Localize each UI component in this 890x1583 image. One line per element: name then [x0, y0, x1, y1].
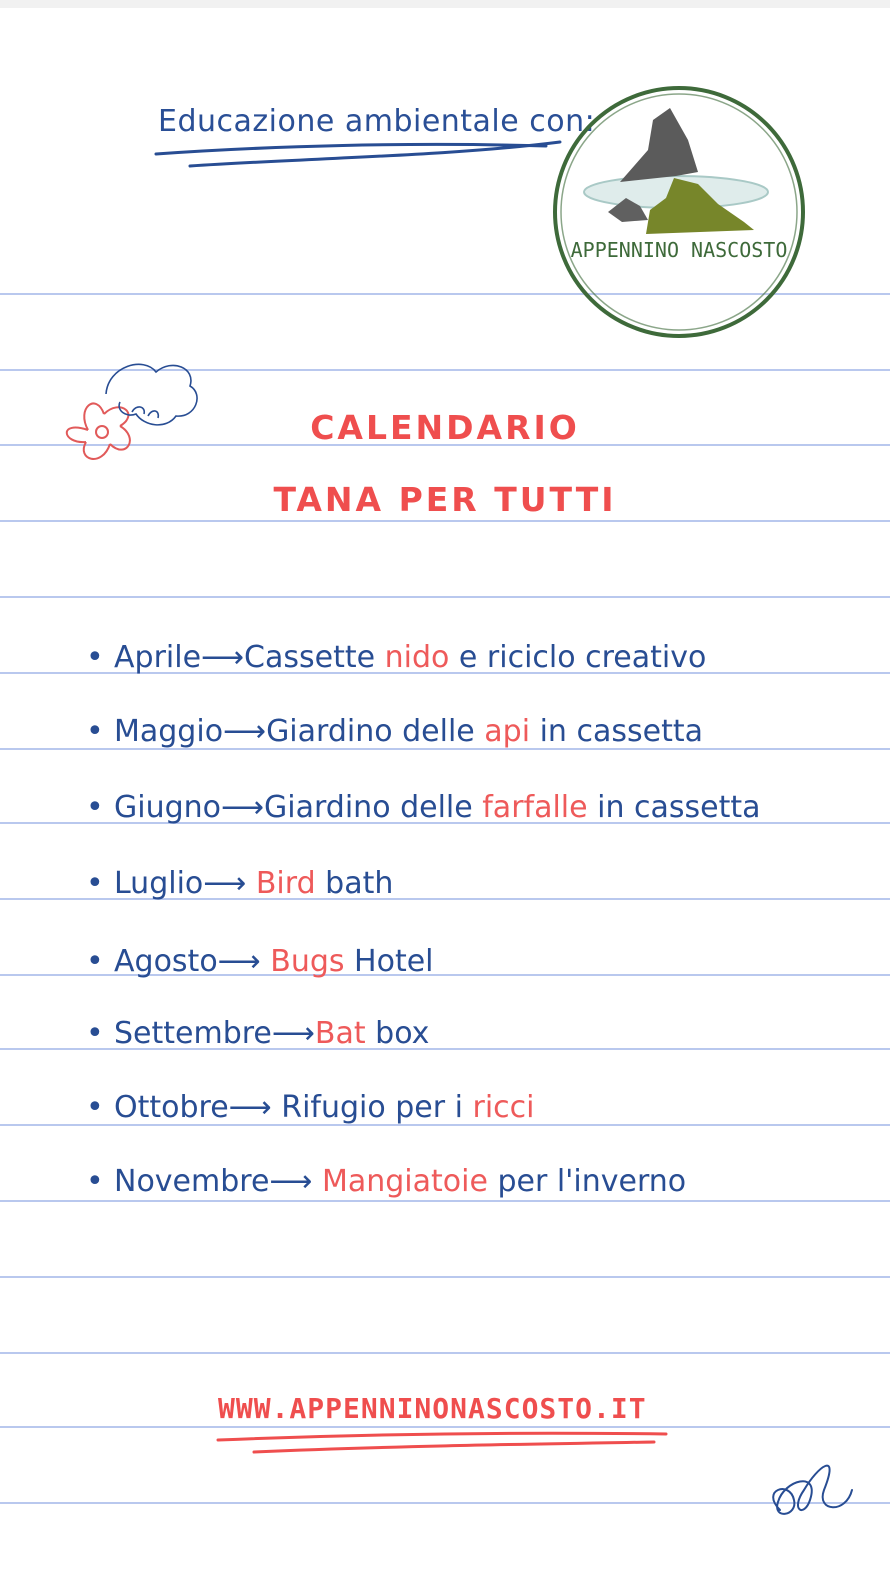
activity-highlight: farfalle: [482, 790, 588, 825]
month-label: Novembre: [114, 1164, 270, 1199]
list-item: [86, 944, 434, 979]
list-item: [86, 1016, 429, 1051]
list-item: [86, 790, 761, 825]
activity-highlight: ricci: [472, 1090, 535, 1125]
month-label: Giugno: [114, 790, 222, 825]
title-line-2: TANA PER TUTTI: [273, 480, 617, 519]
arrow-icon: ⟶: [223, 714, 267, 749]
activity-text: Rifugio per i: [271, 1090, 473, 1125]
title-line-1: CALENDARIO: [310, 408, 580, 447]
bullet-icon: •: [86, 790, 104, 825]
arrow-icon: ⟶: [271, 1016, 315, 1051]
notebook-rule: [0, 520, 890, 522]
arrow-icon: ⟶: [221, 790, 265, 825]
activity-text: [312, 1164, 322, 1199]
activity-text: in cassetta: [530, 714, 703, 749]
activity-highlight: Mangiatoie: [321, 1164, 488, 1199]
arrow-icon: ⟶: [203, 866, 247, 901]
activity-text: Hotel: [344, 944, 434, 979]
list-item: [86, 1090, 535, 1125]
month-label: Ottobre: [114, 1090, 229, 1125]
month-label: Settembre: [114, 1016, 272, 1051]
month-label: Luglio: [114, 866, 204, 901]
notebook-rule: [0, 1200, 890, 1202]
month-label: Agosto: [114, 944, 218, 979]
activity-text: Giardino delle: [266, 714, 485, 749]
activity-text: box: [365, 1016, 430, 1051]
arrow-icon: ⟶: [217, 944, 261, 979]
top-strip: [0, 0, 890, 8]
activity-highlight: Bugs: [270, 944, 345, 979]
activity-text: Giardino delle: [264, 790, 483, 825]
list-item: [86, 640, 706, 675]
appennino-nascosto-logo: [548, 80, 810, 345]
activity-highlight: api: [484, 714, 531, 749]
header-text: Educazione ambientale con:: [158, 104, 596, 139]
logo-text: APPENNINO NASCOSTO: [570, 238, 788, 262]
list-item: [86, 714, 703, 749]
bullet-icon: •: [86, 866, 104, 901]
activity-text: per l'inverno: [487, 1164, 687, 1199]
bullet-icon: •: [86, 944, 104, 979]
activity-text: in cassetta: [587, 790, 761, 825]
activity-highlight: Bat: [314, 1016, 366, 1051]
notebook-rule: [0, 1276, 890, 1278]
bullet-icon: •: [86, 1016, 104, 1051]
notebook-rule: [0, 1502, 890, 1504]
activity-text: bath: [315, 866, 394, 901]
activity-text: e riciclo creativo: [449, 640, 707, 675]
bullet-icon: •: [86, 1090, 104, 1125]
bullet-icon: •: [86, 1164, 104, 1199]
bullet-icon: •: [86, 714, 104, 749]
arrow-icon: ⟶: [269, 1164, 313, 1199]
month-label: Aprile: [114, 640, 202, 675]
website-link[interactable]: WWW.APPENNINONASCOSTO.IT: [218, 1392, 647, 1425]
notebook-rule: [0, 596, 890, 598]
activity-text: [246, 866, 256, 901]
logo-emblem-icon: [548, 80, 810, 345]
activity-highlight: nido: [384, 640, 450, 675]
notebook-rule: [0, 1352, 890, 1354]
activity-highlight: Bird: [255, 866, 316, 901]
month-label: Maggio: [114, 714, 224, 749]
header-underline: [150, 136, 570, 176]
bullet-icon: •: [86, 640, 104, 675]
list-item: [86, 866, 393, 901]
website-underline: [214, 1428, 674, 1458]
squiggle-doodle-icon: [760, 1430, 860, 1530]
list-item: [86, 1164, 686, 1199]
activity-text: Cassette: [244, 640, 385, 675]
activity-text: [261, 944, 271, 979]
arrow-icon: ⟶: [228, 1090, 272, 1125]
arrow-icon: ⟶: [201, 640, 245, 675]
